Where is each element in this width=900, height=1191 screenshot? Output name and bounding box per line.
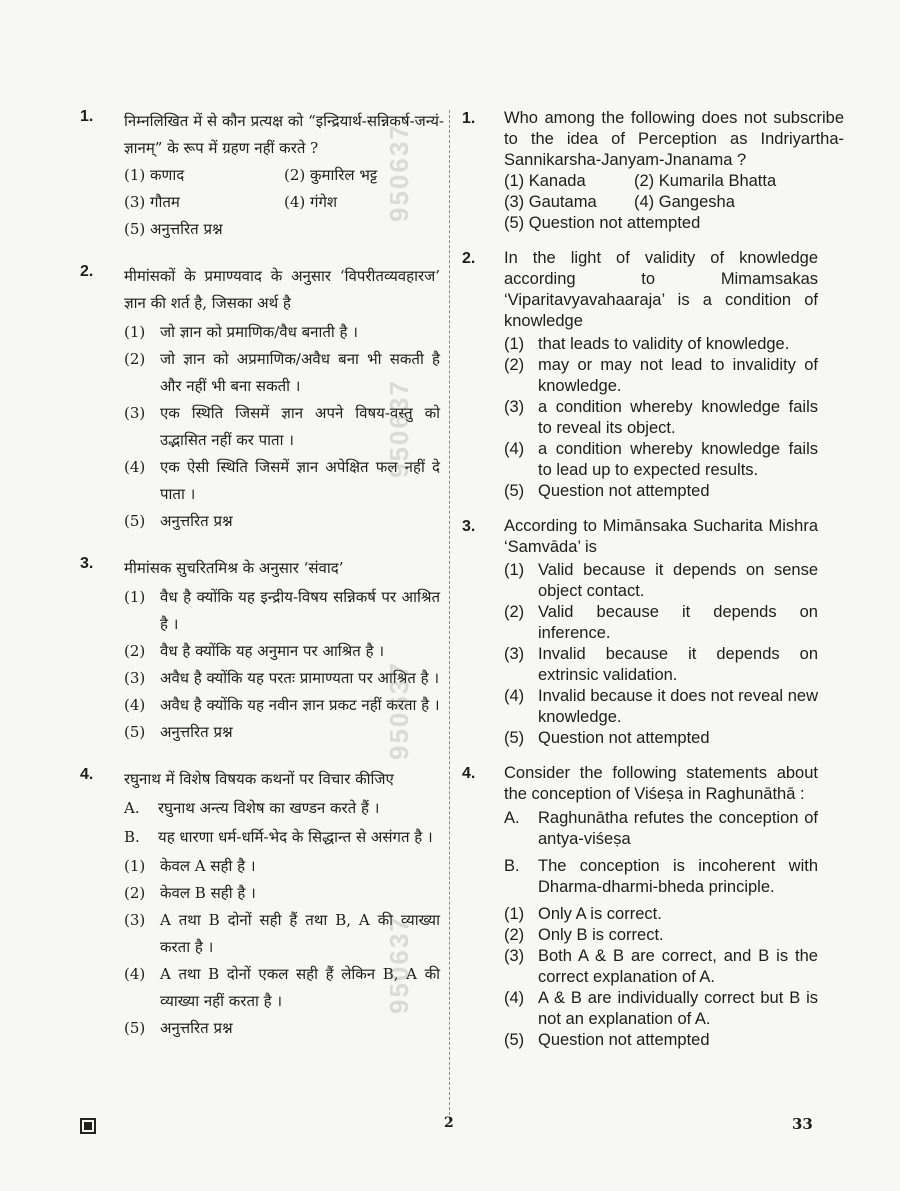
option-text: Invalid because it depends on extrinsic validation. — [538, 645, 818, 684]
option — [504, 728, 818, 749]
option-text: Question not attempted — [538, 1031, 710, 1049]
question-body — [504, 516, 818, 749]
question-4 — [462, 763, 818, 1051]
option-label: (2) — [124, 642, 146, 660]
option-label: (4) — [504, 687, 525, 705]
statement — [504, 808, 818, 850]
option: (2) कुमारिल भट्ट — [284, 166, 378, 184]
option: (1) Kanada — [504, 172, 586, 190]
option — [504, 988, 818, 1030]
statement — [124, 795, 440, 822]
question-body — [504, 763, 818, 1051]
option-label: (1) — [124, 857, 146, 875]
statement-text: यह धारणा धर्म-धर्मि-भेद के सिद्धान्त से असंगत है । — [158, 828, 433, 846]
option-unattempted: (5) Question not attempted — [504, 214, 701, 232]
option — [504, 560, 818, 602]
option-label: (4) — [124, 696, 146, 714]
option — [504, 439, 818, 481]
option-label: (3) — [504, 398, 525, 416]
option-label: (5) — [504, 482, 525, 500]
question-number: 2. — [462, 250, 476, 267]
option-label: (3) — [504, 645, 525, 663]
option-label: (4) — [504, 440, 525, 458]
question-text: निम्नलिखित में से कौन प्रत्यक्ष को “इन्द्रियार्थ-सन्निकर्ष-जन्यं-ज्ञानम्” के रूप में ग्रहण नहीं करते ? — [124, 112, 444, 157]
option-label: (5) — [124, 512, 146, 530]
option — [124, 853, 440, 880]
statement — [504, 856, 818, 898]
options-grid — [504, 171, 844, 213]
question-text: Consider the following statements about the conception of Viśeṣa in Raghunāthā : — [504, 764, 818, 803]
option-text: अवैध है क्योंकि यह नवीन ज्ञान प्रकट नहीं करता है । — [160, 696, 440, 714]
watermark: 950637 — [384, 379, 414, 478]
option — [504, 397, 818, 439]
option-text: वैध है क्योंकि यह अनुमान पर आश्रित है । — [160, 642, 385, 660]
option-text: जो ज्ञान को प्रमाणिक/वैध बनाती है । — [160, 323, 358, 341]
option-label: (5) — [124, 1019, 146, 1037]
option-label: (2) — [504, 356, 525, 374]
statement-text: रघुनाथ अन्त्य विशेष का खण्डन करते हैं । — [158, 799, 380, 817]
option — [504, 355, 818, 397]
option-text: A तथा B दोनों सही हैं तथा B, A की व्याख्या करता है । — [160, 911, 440, 956]
statement-label: A. — [124, 799, 140, 817]
option-text: Invalid because it does not reveal new knowledge. — [538, 687, 818, 726]
option — [124, 584, 440, 638]
watermark: 950637 — [384, 661, 414, 760]
option — [504, 904, 818, 925]
option-label: (3) — [124, 911, 146, 929]
question-body — [504, 108, 844, 234]
statement-text: Raghunātha refutes the conception of antya-viśeṣa — [538, 809, 818, 848]
option — [124, 1015, 440, 1042]
option-label: (2) — [124, 884, 146, 902]
watermark: 950637 — [384, 915, 414, 1014]
options-list — [504, 560, 818, 749]
option-label: (3) — [124, 404, 146, 422]
option: (2) Kumarila Bhatta — [634, 172, 777, 190]
question-3 — [462, 516, 818, 749]
option — [504, 481, 818, 502]
option-label: (1) — [124, 588, 146, 606]
statement-label: A. — [504, 809, 520, 827]
question-text: रघुनाथ में विशेष विषयक कथनों पर विचार कीजिए — [124, 770, 394, 788]
option — [504, 1030, 818, 1051]
option-text: a condition whereby knowledge fails to lead up to expected results. — [538, 440, 818, 479]
footer-square-icon — [80, 1118, 96, 1134]
option: (3) Gautama — [504, 193, 597, 211]
column-divider — [449, 110, 450, 1120]
option — [504, 602, 818, 644]
question-number: 4. — [462, 765, 476, 782]
option-text: may or may not lead to invalidity of knowledge. — [538, 356, 818, 395]
question-text: मीमांसकों के प्रमाण्यवाद के अनुसार ‘विपरीतव्यवहारज’ ज्ञान की शर्त है, जिसका अर्थ है — [124, 267, 440, 312]
question-number: 3. — [462, 518, 476, 535]
option-text: केवल B सही है । — [160, 884, 256, 902]
option-text: a condition whereby knowledge fails to reveal its object. — [538, 398, 818, 437]
question-number: 2. — [80, 263, 94, 280]
option-text: अनुत्तरित प्रश्न — [160, 723, 233, 741]
option-text: केवल A सही है । — [160, 857, 256, 875]
option: (3) गौतम — [124, 193, 180, 211]
option-text: that leads to validity of knowledge. — [538, 335, 790, 353]
statement-label: B. — [124, 828, 140, 846]
question-text: According to Mimānsaka Sucharita Mishra ‘Samvāda’ is — [504, 517, 818, 556]
question-body — [504, 248, 818, 502]
question-number: 1. — [462, 110, 476, 127]
option-label: (5) — [504, 1031, 525, 1049]
question-text: In the light of validity of knowledge according to Mimamsakas ‘Viparitavyavahaaraja’ is a condition of knowledge — [504, 249, 818, 330]
option-label: (5) — [124, 723, 146, 741]
option-label: (5) — [504, 729, 525, 747]
option-label: (2) — [124, 350, 146, 368]
option-label: (4) — [504, 989, 525, 1007]
option-text: Only A is correct. — [538, 905, 662, 923]
question-1 — [462, 108, 844, 234]
option-label: (1) — [504, 905, 525, 923]
page-number-hindi: 2 — [444, 1115, 454, 1131]
option-label: (2) — [504, 926, 525, 944]
option-text: A तथा B दोनों एकल सही हैं लेकिन B, A की व्याख्या नहीं करता है । — [160, 965, 440, 1010]
statement-label: B. — [504, 857, 520, 875]
option-label: (3) — [124, 669, 146, 687]
option-label: (4) — [124, 965, 146, 983]
option: (4) Gangesha — [634, 193, 735, 211]
question-2 — [462, 248, 818, 502]
option-label: (4) — [124, 458, 146, 476]
option-text: Valid because it depends on sense object contact. — [538, 561, 818, 600]
option-text: Both A & B are correct, and B is the correct explanation of A. — [538, 947, 818, 986]
option — [504, 644, 818, 686]
page-number-english: 33 — [792, 1115, 813, 1133]
option — [124, 880, 440, 907]
option-text: एक स्थिति जिसमें ज्ञान अपने विषय-वस्तु को उद्भासित नहीं कर पाता । — [160, 404, 440, 449]
question-number: 1. — [80, 108, 94, 125]
option — [124, 508, 440, 535]
option-label: (1) — [504, 335, 525, 353]
option-text: A & B are individually correct but B is not an explanation of A. — [538, 989, 818, 1028]
question-number: 3. — [80, 555, 94, 572]
option — [504, 686, 818, 728]
option-label: (3) — [504, 947, 525, 965]
option-text: Question not attempted — [538, 729, 710, 747]
statement — [124, 824, 440, 851]
option-text: Valid because it depends on inference. — [538, 603, 818, 642]
option-unattempted: (5) अनुत्तरित प्रश्न — [124, 220, 223, 238]
option — [504, 334, 818, 355]
question-number: 4. — [80, 766, 94, 783]
option-text: अवैध है क्योंकि यह परतः प्रामाण्यता पर आश्रित है । — [160, 669, 440, 687]
english-column — [462, 108, 844, 1065]
option-text: एक ऐसी स्थिति जिसमें ज्ञान अपेक्षित फल नहीं दे पाता । — [160, 458, 440, 503]
question-text: मीमांसक सुचरितमिश्र के अनुसार ‘संवाद’ — [124, 559, 344, 577]
option-label: (2) — [504, 603, 525, 621]
option — [504, 946, 818, 988]
option-label: (1) — [124, 323, 146, 341]
option-text: अनुत्तरित प्रश्न — [160, 1019, 233, 1037]
option: (1) कणाद — [124, 166, 185, 184]
option-text: वैध है क्योंकि यह इन्द्रीय-विषय सन्निकर्ष पर आश्रित है । — [160, 588, 440, 633]
option-text: Question not attempted — [538, 482, 710, 500]
statement-text: The conception is incoherent with Dharma-dharmi-bheda principle. — [538, 857, 818, 896]
option-text: Only B is correct. — [538, 926, 664, 944]
option — [504, 925, 818, 946]
option: (4) गंगेश — [284, 193, 338, 211]
option-label: (1) — [504, 561, 525, 579]
question-text: Who among the following does not subscribe to the idea of Perception as Indriyartha-Sannikarsha-Janyam-Jnanama ? — [504, 109, 844, 169]
options-list — [504, 904, 818, 1051]
option-text: अनुत्तरित प्रश्न — [160, 512, 233, 530]
option-text: जो ज्ञान को अप्रमाणिक/अवैध बना भी सकती है और नहीं भी बना सकती । — [160, 350, 440, 395]
watermark: 950637 — [384, 123, 414, 222]
option — [124, 319, 440, 346]
options-list — [504, 334, 818, 502]
